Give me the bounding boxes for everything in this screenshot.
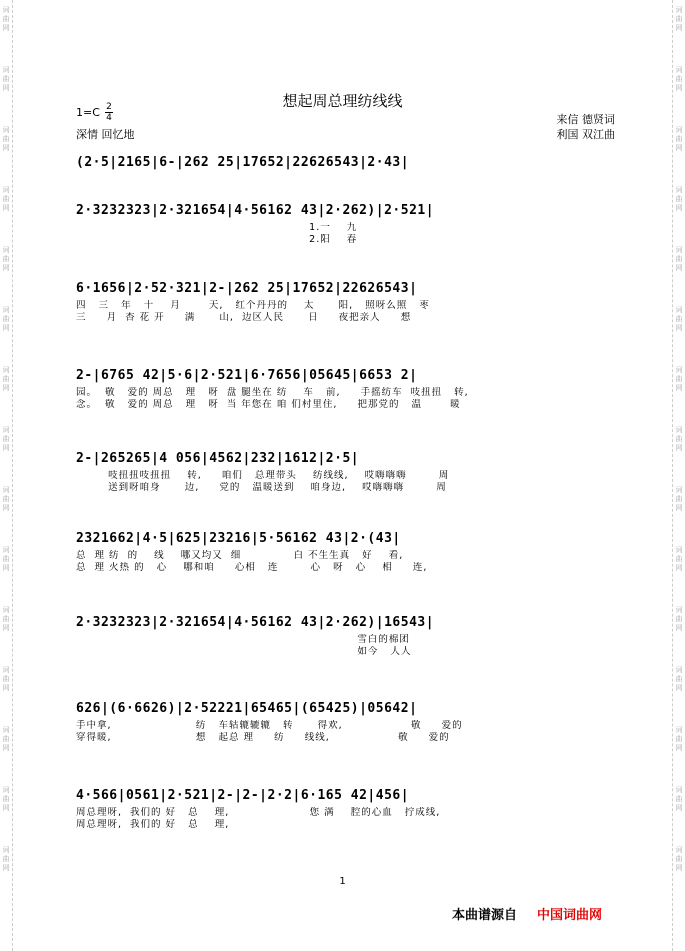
watermark-char: 网 <box>2 24 10 32</box>
watermark-char: 词 <box>2 126 10 134</box>
watermark-char: 词 <box>2 606 10 614</box>
lyric-verse-2: 送到呀咱身 边, 党的 温暖送到 咱身边, 哎嗨嗨嗨 周 <box>76 482 447 493</box>
notation-row: 2-|6765 42|5·6|2·521|6·7656|05645|6653 2| <box>76 368 418 383</box>
watermark-char: 曲 <box>2 675 10 683</box>
watermark-mark <box>673 426 685 486</box>
watermark-char: 曲 <box>675 15 683 23</box>
watermark-char: 曲 <box>2 795 10 803</box>
watermark-char: 词 <box>2 366 10 374</box>
lyric-verse-1: 手中拿, 纺 车轱辘辘辘 转 得欢, 敬 爱的 <box>76 720 463 731</box>
watermark-char: 曲 <box>2 255 10 263</box>
watermark-char: 曲 <box>675 195 683 203</box>
watermark-char: 词 <box>2 846 10 854</box>
score-line-9 <box>76 785 612 831</box>
notation-row: 2·3232323|2·321654|4·56162 43|2·262)|2·521| <box>76 203 435 218</box>
watermark-char: 曲 <box>675 615 683 623</box>
watermark-char: 网 <box>675 804 683 812</box>
watermark-char: 词 <box>675 6 683 14</box>
watermark-char: 词 <box>2 726 10 734</box>
score-line-8 <box>76 698 612 744</box>
watermark-mark <box>673 726 685 786</box>
watermark-char: 曲 <box>675 75 683 83</box>
watermark-char: 曲 <box>675 735 683 743</box>
watermark-char: 网 <box>2 444 10 452</box>
watermark-mark <box>0 126 12 186</box>
watermark-char: 词 <box>2 66 10 74</box>
watermark-mark <box>0 726 12 786</box>
watermark-char: 网 <box>675 444 683 452</box>
watermark-char: 网 <box>675 24 683 32</box>
score-line-4 <box>76 365 612 411</box>
watermark-char: 词 <box>2 786 10 794</box>
watermark-mark <box>673 666 685 726</box>
watermark-mark <box>0 486 12 546</box>
watermark-char: 网 <box>675 744 683 752</box>
watermark-char: 网 <box>675 264 683 272</box>
page-number: 1 <box>339 876 346 887</box>
notation-row: 2-|265265|4 056|4562|232|1612|2·5| <box>76 451 360 466</box>
tempo-marking: 深情 回忆地 <box>76 128 135 141</box>
watermark-mark <box>673 6 685 66</box>
watermark-char: 曲 <box>675 435 683 443</box>
lyric-verse-1: 周总理呀, 我们的 好 总 理, 您 满 腔的心血 拧成线, <box>76 807 441 818</box>
source-label: 本曲谱源自 <box>452 908 518 923</box>
composer-credit: 利国 双江曲 <box>556 128 615 141</box>
watermark-mark <box>673 126 685 186</box>
watermark-char: 词 <box>675 306 683 314</box>
watermark-char: 词 <box>675 66 683 74</box>
watermark-char: 曲 <box>2 435 10 443</box>
meter-bottom: 4 <box>106 113 112 123</box>
watermark-char: 曲 <box>675 855 683 863</box>
watermark-char: 网 <box>675 864 683 872</box>
watermark-mark <box>0 246 12 306</box>
watermark-char: 网 <box>2 504 10 512</box>
watermark-char: 曲 <box>2 195 10 203</box>
lyric-verse-1: 园。 敬 爱的 周总 理 呀 盘 腿坐在 纺 车 前, 手摇纺车 吱扭扭 转, <box>76 387 469 398</box>
watermark-char: 网 <box>675 324 683 332</box>
watermark-mark <box>673 546 685 606</box>
source-site-link[interactable]: 中国词曲网 <box>537 908 603 923</box>
lyric-verse-2: 总 理 火热 的 心 哪和咱 心相 连 心 呀 心 相 连, <box>76 562 428 573</box>
score-line-5 <box>76 448 612 494</box>
watermark-char: 词 <box>2 426 10 434</box>
watermark-char: 曲 <box>675 315 683 323</box>
watermark-char: 词 <box>675 726 683 734</box>
lyric-verse-2: 2.阳 春 <box>76 234 358 245</box>
watermark-mark <box>0 6 12 66</box>
lyric-verse-2: 三 月 杏 花 开 满 山, 边区人民 日 夜把亲人 想 <box>76 312 412 323</box>
lyric-verse-2: 念。 敬 爱的 周总 理 呀 当 年您在 咱 们村里住, 把那党的 温 暖 <box>76 399 461 410</box>
lyric-verse-1: 四 三 年 十 月 天, 红个丹丹的 太 阳, 照呀么照 枣 <box>76 300 430 311</box>
watermark-char: 词 <box>675 426 683 434</box>
lyric-verse-2: 穿得暖, 想 起总 理 纺 线线, 敬 爱的 <box>76 732 450 743</box>
watermark-mark <box>0 606 12 666</box>
watermark-char: 词 <box>675 666 683 674</box>
watermark-mark <box>673 606 685 666</box>
lyric-verse-2: 如今 人人 <box>76 646 412 657</box>
score-line-7 <box>76 612 612 658</box>
watermark-char: 词 <box>675 786 683 794</box>
lyric-verse-1: 1.一 九 <box>76 222 358 233</box>
watermark-char: 曲 <box>2 75 10 83</box>
score-line-6 <box>76 528 612 574</box>
watermark-char: 曲 <box>2 735 10 743</box>
source-credit <box>452 904 602 923</box>
score-line-2 <box>76 200 612 246</box>
watermark-char: 网 <box>2 204 10 212</box>
watermark-char: 网 <box>2 564 10 572</box>
watermark-char: 曲 <box>2 615 10 623</box>
watermark-mark <box>0 666 12 726</box>
watermark-char: 曲 <box>2 495 10 503</box>
watermark-mark <box>673 366 685 426</box>
watermark-mark <box>673 246 685 306</box>
watermark-mark <box>0 426 12 486</box>
watermark-char: 词 <box>675 246 683 254</box>
watermark-char: 网 <box>2 804 10 812</box>
watermark-char: 词 <box>675 846 683 854</box>
watermark-char: 网 <box>675 504 683 512</box>
notation-row: 2·3232323|2·321654|4·56162 43|2·262)|16543| <box>76 615 435 630</box>
key-signature: 1=C <box>76 106 100 119</box>
lyric-verse-1: 吱扭扭吱扭扭 转, 咱们 总理带头 纺线线, 哎嗨嗨嗨 周 <box>76 470 450 481</box>
watermark-char: 词 <box>675 366 683 374</box>
score-line-3 <box>76 278 612 324</box>
notation-row: 626|(6·6626)|2·52221|65465|(65425)|05642| <box>76 701 418 716</box>
watermark-char: 词 <box>675 486 683 494</box>
watermark-char: 词 <box>2 306 10 314</box>
watermark-char: 网 <box>675 144 683 152</box>
watermark-char: 网 <box>675 564 683 572</box>
watermark-char: 词 <box>2 486 10 494</box>
notation-row: 6·1656|2·52·321|2-|262 25|17652|22626543| <box>76 281 418 296</box>
watermark-char: 词 <box>2 186 10 194</box>
watermark-char: 网 <box>2 84 10 92</box>
watermark-char: 词 <box>675 606 683 614</box>
watermark-mark <box>673 186 685 246</box>
credits <box>557 112 616 142</box>
watermark-char: 曲 <box>675 495 683 503</box>
watermark-char: 曲 <box>675 555 683 563</box>
watermark-char: 曲 <box>675 375 683 383</box>
watermark-char: 网 <box>675 624 683 632</box>
watermark-char: 网 <box>675 384 683 392</box>
watermark-char: 曲 <box>2 555 10 563</box>
watermark-char: 曲 <box>2 855 10 863</box>
meter-top: 2 <box>106 102 112 112</box>
watermark-char: 网 <box>2 744 10 752</box>
watermark-mark <box>673 486 685 546</box>
watermark-mark <box>673 786 685 846</box>
watermark-char: 曲 <box>675 135 683 143</box>
notation-row: 4·566|0561|2·521|2-|2-|2·2|6·165 42|456| <box>76 788 410 803</box>
watermark-char: 网 <box>2 144 10 152</box>
notation-row: 2321662|4·5|625|23216|5·56162 43|2·(43| <box>76 531 401 546</box>
watermark-char: 网 <box>2 864 10 872</box>
song-title: 想起周总理纺线线 <box>282 92 403 110</box>
watermark-char: 网 <box>675 204 683 212</box>
watermark-char: 网 <box>675 84 683 92</box>
watermark-char: 曲 <box>2 135 10 143</box>
watermark-char: 曲 <box>675 675 683 683</box>
watermark-char: 词 <box>675 546 683 554</box>
watermark-mark <box>0 366 12 426</box>
watermark-mark <box>0 786 12 846</box>
watermark-char: 网 <box>2 384 10 392</box>
watermark-char: 曲 <box>2 375 10 383</box>
watermark-char: 网 <box>2 264 10 272</box>
watermark-char: 网 <box>2 324 10 332</box>
watermark-char: 网 <box>2 624 10 632</box>
lyric-verse-1: 总 理 纺 的 线 哪又均又 细 白 不生生真 好 看, <box>76 550 404 561</box>
watermark-char: 网 <box>2 684 10 692</box>
watermark-char: 曲 <box>2 315 10 323</box>
watermark-char: 词 <box>675 186 683 194</box>
watermark-mark <box>0 546 12 606</box>
watermark-char: 曲 <box>675 795 683 803</box>
lyricist-credit: 来信 德贤词 <box>556 113 615 126</box>
watermark-char: 网 <box>675 684 683 692</box>
watermark-mark <box>0 306 12 366</box>
watermark-char: 词 <box>2 246 10 254</box>
left-watermark-column <box>0 6 12 906</box>
watermark-char: 曲 <box>675 255 683 263</box>
watermark-char: 词 <box>2 666 10 674</box>
notation-row: (2·5|2165|6-|262 25|17652|22626543|2·43| <box>76 155 410 170</box>
watermark-mark <box>673 306 685 366</box>
watermark-char: 词 <box>2 546 10 554</box>
score-line-1 <box>76 152 612 174</box>
lyric-verse-2: 周总理呀, 我们的 好 总 理, <box>76 819 230 830</box>
watermark-mark <box>0 186 12 246</box>
watermark-char: 词 <box>2 6 10 14</box>
right-watermark-column <box>673 6 685 906</box>
watermark-char: 曲 <box>2 15 10 23</box>
lyric-verse-1: 雪白的棉团 <box>76 634 410 645</box>
time-signature <box>105 102 113 123</box>
watermark-char: 词 <box>675 126 683 134</box>
